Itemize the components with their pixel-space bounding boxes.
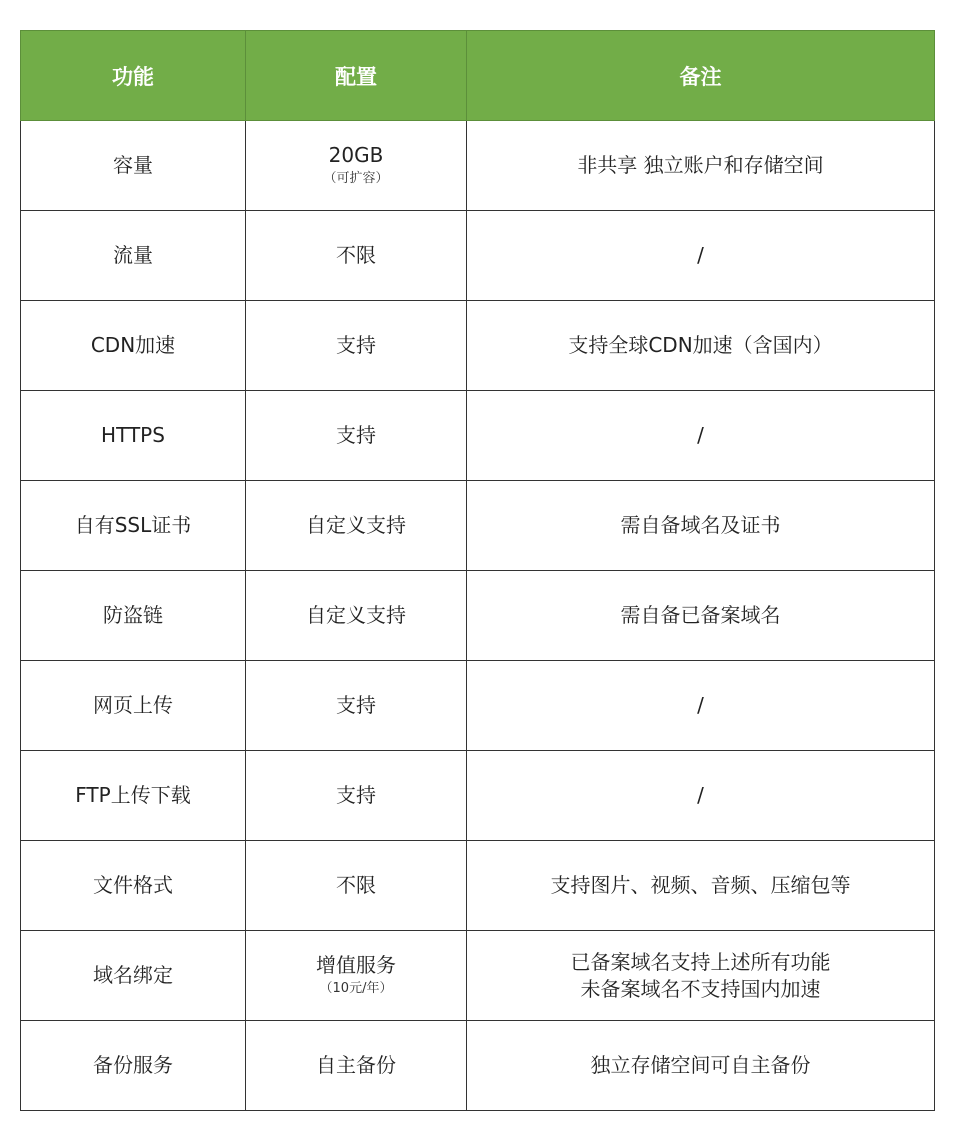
remark-cell: [467, 571, 935, 661]
config-cell: [246, 301, 467, 391]
config-note: （10元/年）: [319, 981, 393, 997]
table-row: [21, 211, 935, 301]
table-row: [21, 301, 935, 391]
feature-cell: 容量: [21, 121, 246, 211]
config-value: 不限: [336, 873, 376, 897]
feature-cell: 流量: [21, 211, 246, 301]
header-remark: 备注: [467, 31, 935, 121]
remark-line: 支持全球CDN加速（含国内）: [568, 333, 833, 357]
config-value: 20GB: [328, 143, 384, 168]
remark-cell: [467, 301, 935, 391]
table-body: [21, 121, 935, 1111]
remark-cell: [467, 121, 935, 211]
feature-cell: HTTPS: [21, 391, 246, 481]
config-value: 支持: [336, 423, 376, 447]
remark-line: 已备案域名支持上述所有功能: [570, 949, 831, 974]
remark-line: 非共享 独立账户和存储空间: [577, 153, 824, 177]
remark-line: /: [697, 243, 704, 267]
feature-cell: CDN加速: [21, 301, 246, 391]
config-cell: [246, 571, 467, 661]
remark-cell: [467, 1021, 935, 1111]
config-value: 支持: [336, 333, 376, 357]
remark-cell: [467, 931, 935, 1021]
remark-line: 需自备域名及证书: [620, 513, 781, 537]
table-row: [21, 661, 935, 751]
table-row: [21, 751, 935, 841]
table-row: [21, 1021, 935, 1111]
table-row: [21, 841, 935, 931]
table-row: [21, 391, 935, 481]
table-header: [21, 31, 935, 121]
remark-line: 未备案域名不支持国内加速: [580, 976, 821, 1001]
config-cell: [246, 1021, 467, 1111]
config-value: 自定义支持: [306, 603, 406, 627]
table-row: [21, 931, 935, 1021]
config-cell: [246, 391, 467, 481]
config-value: 支持: [336, 783, 376, 807]
table-row: [21, 481, 935, 571]
feature-cell: 文件格式: [21, 841, 246, 931]
remark-cell: [467, 211, 935, 301]
config-cell: [246, 661, 467, 751]
remark-cell: [467, 841, 935, 931]
feature-cell: FTP上传下载: [21, 751, 246, 841]
feature-cell: 备份服务: [21, 1021, 246, 1111]
remark-cell: [467, 391, 935, 481]
remark-line: /: [697, 423, 704, 447]
config-cell: [246, 841, 467, 931]
feature-cell: 自有SSL证书: [21, 481, 246, 571]
feature-cell: 防盗链: [21, 571, 246, 661]
feature-table: [20, 30, 935, 1111]
remark-cell: [467, 481, 935, 571]
config-value: 不限: [336, 243, 376, 267]
config-value: 自主备份: [316, 1053, 396, 1077]
config-cell: [246, 751, 467, 841]
feature-cell: 网页上传: [21, 661, 246, 751]
config-cell: [246, 931, 467, 1021]
config-value: 自定义支持: [306, 513, 406, 537]
config-value: 增值服务: [316, 953, 396, 978]
config-cell: [246, 121, 467, 211]
remark-cell: [467, 751, 935, 841]
header-row: [21, 31, 935, 121]
table-row: [21, 121, 935, 211]
remark-line: 支持图片、视频、音频、压缩包等: [550, 873, 851, 897]
remark-line: /: [697, 783, 704, 807]
feature-cell: 域名绑定: [21, 931, 246, 1021]
remark-cell: [467, 661, 935, 751]
remark-line: 独立存储空间可自主备份: [590, 1053, 811, 1077]
config-value: 支持: [336, 693, 376, 717]
header-feature: 功能: [21, 31, 246, 121]
config-cell: [246, 211, 467, 301]
config-note: （可扩容）: [323, 171, 389, 187]
config-cell: [246, 481, 467, 571]
remark-line: /: [697, 693, 704, 717]
remark-line: 需自备已备案域名: [620, 603, 781, 627]
table-row: [21, 571, 935, 661]
header-config: 配置: [246, 31, 467, 121]
